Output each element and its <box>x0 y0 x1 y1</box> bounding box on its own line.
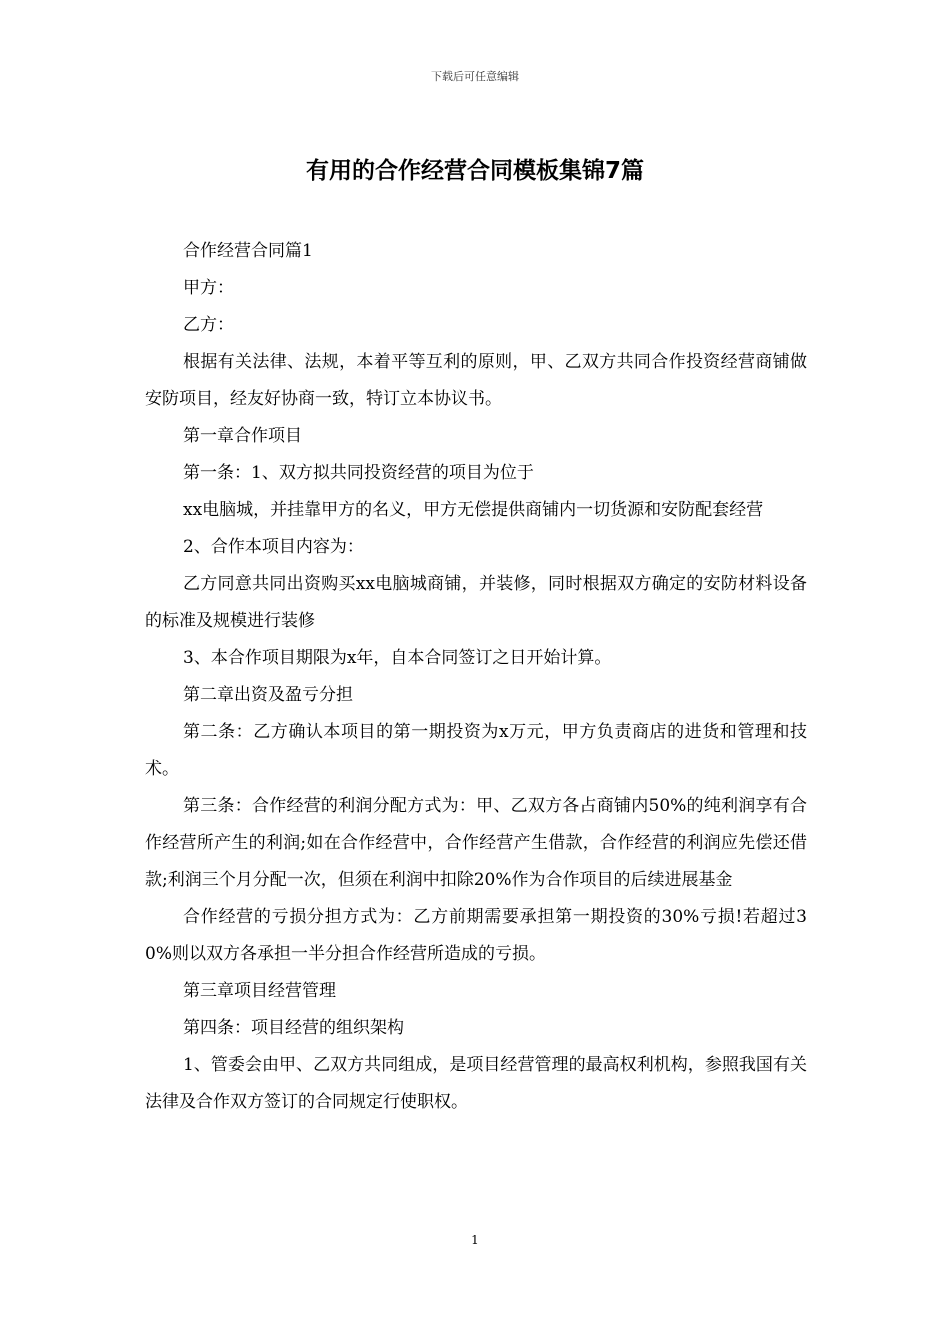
paragraph: 第一章合作项目 <box>183 426 302 446</box>
paragraph: 合作经营的亏损分担方式为：乙方前期需要承担第一期投资的30%亏损!若超过30%则以双方各承担一半分担合作经营所造成的亏损。 <box>145 907 807 964</box>
header-note: 下载后可任意编辑 <box>431 70 519 83</box>
paragraph: 1、管委会由甲、乙双方共同组成，是项目经营管理的最高权利机构，参照我国有关法律及合作双方签订的合同规定行使职权。 <box>145 1055 807 1112</box>
paragraph: 第四条：项目经营的组织架构 <box>183 1018 404 1038</box>
page-number: 1 <box>471 1233 479 1247</box>
paragraph: 合作经营合同篇1 <box>183 241 313 261</box>
paragraph: 乙方： <box>183 315 234 335</box>
document-title: 有用的合作经营合同模板集锦7篇 <box>305 158 644 184</box>
paragraph: 第三章项目经营管理 <box>183 981 336 1001</box>
paragraph: 第三条：合作经营的利润分配方式为：甲、乙双方各占商铺内50%的纯利润享有合作经营所产生的利润;如在合作经营中，合作经营产生借款，合作经营的利润应先偿还借款;利润三个月分配一次，但须在利润中扣除20%作为合作项目的后续进展基金 <box>145 796 807 890</box>
paragraph: 第二章出资及盈亏分担 <box>183 685 353 705</box>
paragraph: 根据有关法律、法规，本着平等互利的原则，甲、乙双方共同合作投资经营商铺做安防项目，经友好协商一致，特订立本协议书。 <box>145 352 807 409</box>
paragraph: 2、合作本项目内容为： <box>183 537 364 557</box>
paragraph: 甲方： <box>183 278 234 298</box>
paragraph: 3、本合作项目期限为x年，自本合同签订之日开始计算。 <box>183 648 612 668</box>
paragraph: 第一条：1、双方拟共同投资经营的项目为位于 <box>183 463 534 483</box>
paragraph: xx电脑城，并挂靠甲方的名义，甲方无偿提供商铺内一切货源和安防配套经营 <box>183 500 764 520</box>
paragraph: 第二条：乙方确认本项目的第一期投资为x万元，甲方负责商店的进货和管理和技术。 <box>145 722 807 779</box>
paragraph: 乙方同意共同出资购买xx电脑城商铺，并装修，同时根据双方确定的安防材料设备的标准及规模进行装修 <box>145 574 807 631</box>
document-body <box>145 233 807 1121</box>
